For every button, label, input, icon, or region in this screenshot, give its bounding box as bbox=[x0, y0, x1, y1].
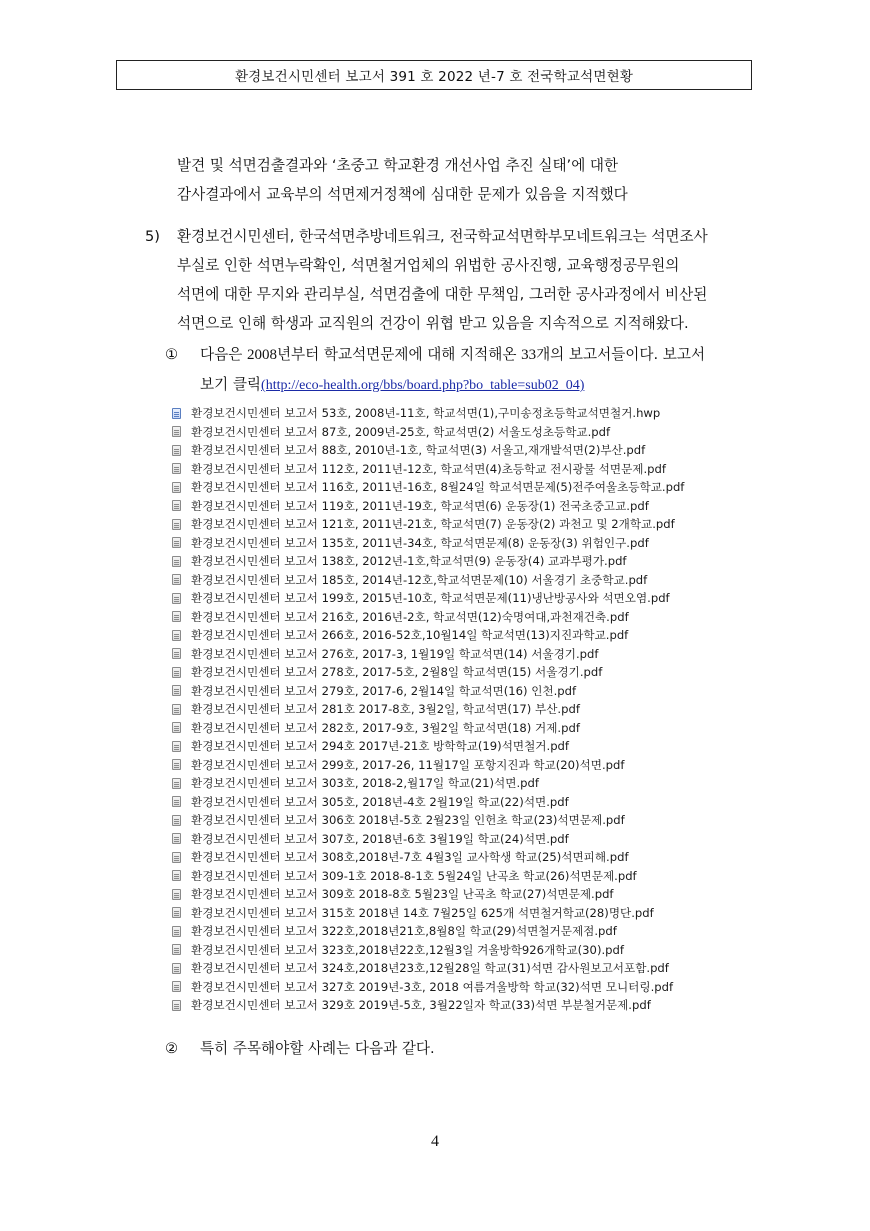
file-name: 환경보건시민센터 보고서 266호, 2016-52호,10월14일 학교석면(13)지진과학교.pdf bbox=[191, 628, 629, 643]
sub-item-marker: ② bbox=[165, 1040, 179, 1057]
file-name: 환경보건시민센터 보고서 308호,2018년-7호 4월3일 교사학생 학교(25)석면피해.pdf bbox=[191, 850, 629, 865]
file-name: 환경보건시민센터 보고서 324호,2018년23호,12월28일 학교(31)석면 감사원보고서포함.pdf bbox=[191, 961, 669, 976]
item5-line: 부실로 인한 석면누락확인, 석면철거업체의 위법한 공사진행, 교육행정공무원의 bbox=[177, 257, 680, 274]
pdf-document-icon bbox=[172, 889, 181, 900]
item5-paragraph bbox=[177, 222, 708, 338]
file-list-item[interactable] bbox=[172, 441, 712, 460]
file-list-item[interactable] bbox=[172, 663, 712, 682]
pdf-document-icon bbox=[172, 519, 181, 530]
file-list-item[interactable] bbox=[172, 423, 712, 442]
file-list-item[interactable] bbox=[172, 867, 712, 886]
file-list-item[interactable] bbox=[172, 922, 712, 941]
pdf-document-icon bbox=[172, 593, 181, 604]
file-list-item[interactable] bbox=[172, 941, 712, 960]
hwp-document-icon bbox=[172, 408, 181, 419]
file-list-item[interactable] bbox=[172, 700, 712, 719]
file-list-item[interactable] bbox=[172, 534, 712, 553]
pdf-document-icon bbox=[172, 685, 181, 696]
file-list-item[interactable] bbox=[172, 478, 712, 497]
file-name: 환경보건시민센터 보고서 294호 2017년-21호 방학학교(19)석면철거.pdf bbox=[191, 739, 569, 754]
pdf-document-icon bbox=[172, 445, 181, 456]
item5-line: 석면으로 인해 학생과 교직원의 건강이 위협 받고 있음을 지속적으로 지적해왔다. bbox=[177, 315, 689, 332]
file-list-item[interactable] bbox=[172, 811, 712, 830]
report-board-link[interactable]: (http://eco-health.org/bbs/board.php?bo_table=sub02_04) bbox=[261, 378, 585, 393]
file-name: 환경보건시민센터 보고서 87호, 2009년-25호, 학교석면(2) 서울도성초등학교.pdf bbox=[191, 424, 611, 439]
pdf-document-icon bbox=[172, 667, 181, 678]
intro-paragraph bbox=[177, 151, 628, 209]
pdf-document-icon bbox=[172, 778, 181, 789]
pdf-document-icon bbox=[172, 796, 181, 807]
report-file-list bbox=[172, 404, 712, 1015]
file-name: 환경보건시민센터 보고서 299호, 2017-26, 11월17일 포항지진과 학교(20)석면.pdf bbox=[191, 757, 625, 772]
file-list-item[interactable] bbox=[172, 608, 712, 627]
intro-line: 감사결과에서 교육부의 석면제거정책에 심대한 문제가 있음을 지적했다 bbox=[177, 186, 628, 203]
file-name: 환경보건시민센터 보고서 303호, 2018-2,월17일 학교(21)석면.pdf bbox=[191, 776, 539, 791]
file-name: 환경보건시민센터 보고서 315호 2018년 14호 7월25일 625개 석면철거학교(28)명단.pdf bbox=[191, 905, 654, 920]
sub-item-1-line1 bbox=[200, 340, 705, 370]
sub-item-2-text: 특히 주목해야할 사례는 다음과 같다. bbox=[200, 1040, 435, 1057]
file-name: 환경보건시민센터 보고서 199호, 2015년-10호, 학교석면문제(11)냉난방공사와 석면오염.pdf bbox=[191, 591, 670, 606]
file-name: 환경보건시민센터 보고서 119호, 2011년-19호, 학교석면(6) 운동장(1) 전국초중고교.pdf bbox=[191, 498, 649, 513]
sub-item-1-year: 2008 bbox=[246, 347, 277, 363]
item5-line: 석면에 대한 무지와 관리부실, 석면검출에 대한 무책임, 그러한 공사과정에서 비산된 bbox=[177, 286, 708, 303]
file-name: 환경보건시민센터 보고서 88호, 2010년-1호, 학교석면(3) 서울고,재개발석면(2)부산.pdf bbox=[191, 443, 646, 458]
file-name: 환경보건시민센터 보고서 121호, 2011년-21호, 학교석면(7) 운동장(2) 과천고 및 2개학교.pdf bbox=[191, 517, 675, 532]
file-list-item[interactable] bbox=[172, 756, 712, 775]
file-list-item[interactable] bbox=[172, 793, 712, 812]
pdf-document-icon bbox=[172, 963, 181, 974]
pdf-document-icon bbox=[172, 611, 181, 622]
file-list-item[interactable] bbox=[172, 626, 712, 645]
file-list-item[interactable] bbox=[172, 978, 712, 997]
file-name: 환경보건시민센터 보고서 278호, 2017-5호, 2월8일 학교석면(15) 서울경기.pdf bbox=[191, 665, 603, 680]
file-name: 환경보건시민센터 보고서 309호 2018-8호 5월23일 난곡초 학교(27)석면문제.pdf bbox=[191, 887, 614, 902]
pdf-document-icon bbox=[172, 815, 181, 826]
pdf-document-icon bbox=[172, 556, 181, 567]
pdf-document-icon bbox=[172, 648, 181, 659]
pdf-document-icon bbox=[172, 722, 181, 733]
sub-item-1-text-a: 다음은 bbox=[200, 346, 247, 363]
file-list-item[interactable] bbox=[172, 848, 712, 867]
file-name: 환경보건시민센터 보고서 329호 2019년-5호, 3월22일자 학교(33)석면 부분철거문제.pdf bbox=[191, 998, 651, 1013]
file-name: 환경보건시민센터 보고서 276호, 2017-3, 1월19일 학교석면(14) 서울경기.pdf bbox=[191, 646, 599, 661]
file-name: 환경보건시민센터 보고서 309-1호 2018-8-1호 5월24일 난곡초 학교(26)석면문제.pdf bbox=[191, 868, 637, 883]
intro-line: 발견 및 석면검출결과와 ‘초중고 학교환경 개선사업 추진 실태’에 대한 bbox=[177, 157, 619, 174]
file-list-item[interactable] bbox=[172, 460, 712, 479]
file-name: 환경보건시민센터 보고서 282호, 2017-9호, 3월2일 학교석면(18) 거제.pdf bbox=[191, 720, 580, 735]
pdf-document-icon bbox=[172, 944, 181, 955]
report-header bbox=[116, 60, 752, 90]
pdf-document-icon bbox=[172, 426, 181, 437]
sub-item-1 bbox=[200, 340, 705, 400]
sub-item-1-count: 33 bbox=[521, 347, 537, 363]
file-list-item[interactable] bbox=[172, 885, 712, 904]
file-name: 환경보건시민센터 보고서 112호, 2011년-12호, 학교석면(4)초등학교 전시광물 석면문제.pdf bbox=[191, 461, 666, 476]
file-name: 환경보건시민센터 보고서 53호, 2008년-11호, 학교석면(1),구미송정초등학교석면철거.hwp bbox=[191, 406, 661, 421]
file-name: 환경보건시민센터 보고서 305호, 2018년-4호 2월19일 학교(22)석면.pdf bbox=[191, 794, 569, 809]
pdf-document-icon bbox=[172, 833, 181, 844]
item-number: 5) bbox=[145, 228, 160, 245]
file-list-item[interactable] bbox=[172, 830, 712, 849]
file-name: 환경보건시민센터 보고서 116호, 2011년-16호, 8월24일 학교석면문제(5)전주여울초등학교.pdf bbox=[191, 480, 685, 495]
file-list-item[interactable] bbox=[172, 904, 712, 923]
pdf-document-icon bbox=[172, 907, 181, 918]
pdf-document-icon bbox=[172, 926, 181, 937]
file-name: 환경보건시민센터 보고서 138호, 2012년-1호,학교석면(9) 운동장(4) 교과부평가.pdf bbox=[191, 554, 627, 569]
file-list-item[interactable] bbox=[172, 645, 712, 664]
pdf-document-icon bbox=[172, 463, 181, 474]
pdf-document-icon bbox=[172, 630, 181, 641]
file-name: 환경보건시민센터 보고서 306호 2018년-5호 2월23일 인헌초 학교(23)석면문제.pdf bbox=[191, 813, 625, 828]
file-list-item[interactable] bbox=[172, 682, 712, 701]
page-number: 4 bbox=[431, 1133, 439, 1150]
pdf-document-icon bbox=[172, 1000, 181, 1011]
file-list-item[interactable] bbox=[172, 737, 712, 756]
pdf-document-icon bbox=[172, 981, 181, 992]
pdf-document-icon bbox=[172, 852, 181, 863]
file-name: 환경보건시민센터 보고서 323호,2018년22호,12월3일 겨울방학926개학교(30).pdf bbox=[191, 942, 624, 957]
file-list-item[interactable] bbox=[172, 552, 712, 571]
file-name: 환경보건시민센터 보고서 307호, 2018년-6호 3월19일 학교(24)석면.pdf bbox=[191, 831, 569, 846]
pdf-document-icon bbox=[172, 741, 181, 752]
file-name: 환경보건시민센터 보고서 216호, 2016년-2호, 학교석면(12)숙명여대,과천재건축.pdf bbox=[191, 609, 629, 624]
file-list-item[interactable] bbox=[172, 996, 712, 1015]
sub-item-marker: ① bbox=[165, 346, 179, 363]
file-name: 환경보건시민센터 보고서 327호 2019년-3호, 2018 여름겨울방학 학교(32)석면 모니터링.pdf bbox=[191, 979, 674, 994]
sub-item-1-line2 bbox=[200, 370, 705, 400]
file-name: 환경보건시민센터 보고서 322호,2018년21호,8월8일 학교(29)석면철거문제점.pdf bbox=[191, 924, 617, 939]
file-list-item[interactable] bbox=[172, 959, 712, 978]
item5-line: 환경보건시민센터, 한국석면추방네트워크, 전국학교석면학부모네트워크는 석면조사 bbox=[177, 228, 708, 245]
report-header-title: 환경보건시민센터 보고서 391 호 2022 년-7 호 전국학교석면현황 bbox=[234, 69, 634, 85]
file-name: 환경보건시민센터 보고서 281호 2017-8호, 3월2일, 학교석면(17) 부산.pdf bbox=[191, 702, 580, 717]
pdf-document-icon bbox=[172, 537, 181, 548]
sub-item-1-prefix: 보기 클릭 bbox=[200, 376, 262, 393]
pdf-document-icon bbox=[172, 500, 181, 511]
pdf-document-icon bbox=[172, 759, 181, 770]
file-list-item[interactable] bbox=[172, 589, 712, 608]
file-list-item[interactable] bbox=[172, 497, 712, 516]
file-name: 환경보건시민센터 보고서 185호, 2014년-12호,학교석면문제(10) 서울경기 초중학교.pdf bbox=[191, 572, 648, 587]
file-list-item[interactable] bbox=[172, 404, 712, 423]
file-list-item[interactable] bbox=[172, 774, 712, 793]
file-name: 환경보건시민센터 보고서 279호, 2017-6, 2월14일 학교석면(16) 인천.pdf bbox=[191, 683, 577, 698]
file-name: 환경보건시민센터 보고서 135호, 2011년-34호, 학교석면문제(8) 운동장(3) 위험인구.pdf bbox=[191, 535, 649, 550]
file-list-item[interactable] bbox=[172, 515, 712, 534]
pdf-document-icon bbox=[172, 870, 181, 881]
pdf-document-icon bbox=[172, 482, 181, 493]
file-list-item[interactable] bbox=[172, 719, 712, 738]
pdf-document-icon bbox=[172, 704, 181, 715]
sub-item-1-text-c: 개의 보고서들이다. 보고서 bbox=[536, 346, 706, 363]
file-list-item[interactable] bbox=[172, 571, 712, 590]
sub-item-1-text-b: 년부터 학교석면문제에 대해 지적해온 bbox=[276, 346, 522, 363]
pdf-document-icon bbox=[172, 574, 181, 585]
